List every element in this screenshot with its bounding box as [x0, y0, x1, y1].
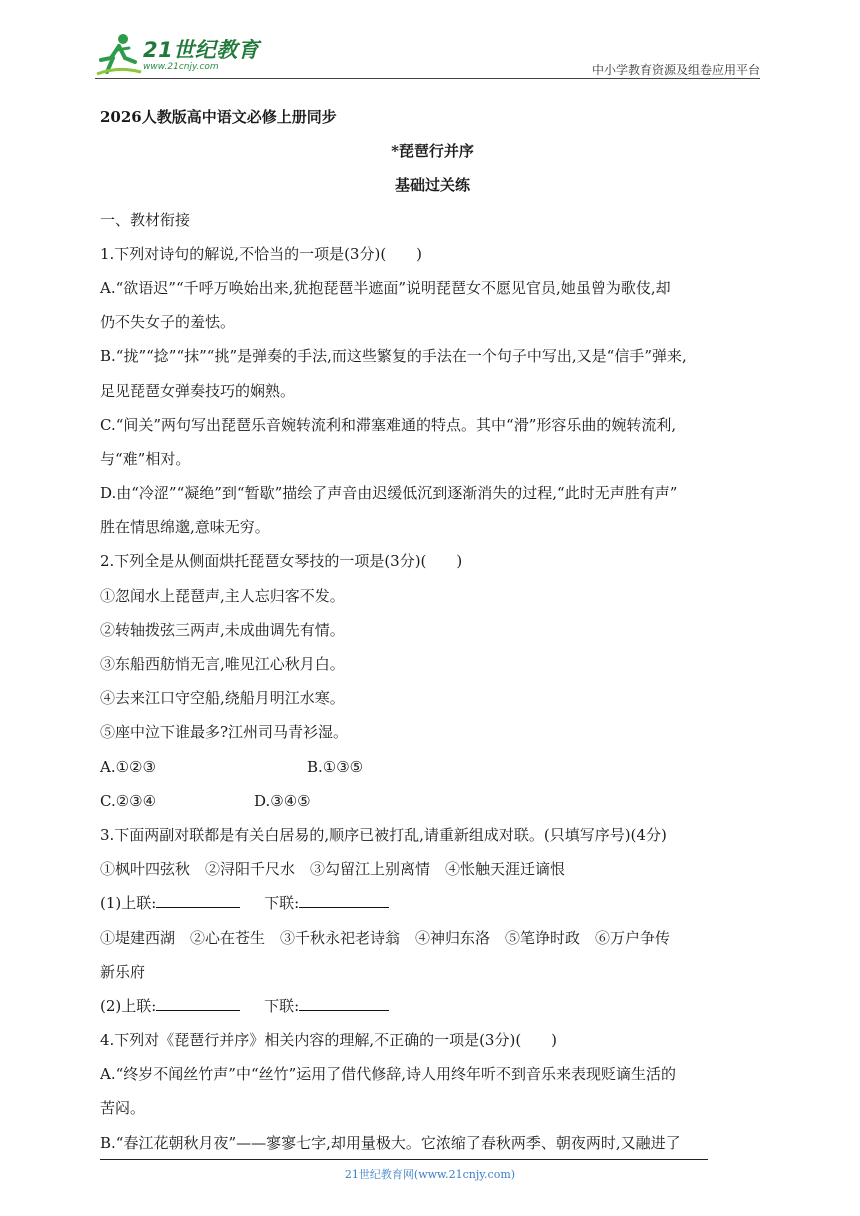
document-body	[100, 100, 765, 1160]
q3-set2-items: ①堤建西湖 ②心在苍生 ③千秋永祀老诗翁 ④神归东洛 ⑤笔诤时政 ⑥万户争传	[100, 928, 671, 947]
q3-part1-lower-label: 下联:	[264, 894, 300, 913]
q3-part2-lower-blank[interactable]	[299, 994, 389, 1011]
q3-part1-upper-blank[interactable]	[156, 891, 240, 908]
q2-item-2: ②转轴拨弦三两声,未成曲调先有情。	[100, 620, 345, 639]
q2-stem: 2.下列全是从侧面烘托琵琶女琴技的一项是(3分)( )	[100, 552, 463, 571]
q1-option-b-cont: 足见琵琶女弹奏技巧的娴熟。	[100, 381, 296, 400]
q3-part2-answer	[100, 989, 765, 1023]
q4-stem: 4.下列对《琵琶行并序》相关内容的理解,不正确的一项是(3分)( )	[100, 1031, 558, 1050]
q2-item-5: ⑤座中泣下谁最多?江州司马青衫湿。	[100, 723, 349, 742]
q2-option-c: C.②③④	[100, 791, 157, 810]
q3-part1-answer	[100, 886, 765, 920]
q1-stem: 1.下列对诗句的解说,不恰当的一项是(3分)( )	[100, 244, 423, 263]
q1-option-c-cont: 与“难”相对。	[100, 449, 191, 468]
q4-option-a-cont: 苦闷。	[100, 1099, 146, 1118]
q1-option-a: A.“欲语迟”“千呼万唤始出来,犹抱琵琶半遮面”说明琵琶女不愿见官员,她虽曾为歌伎,却	[100, 278, 671, 297]
q1-option-c: C.“间关”两句写出琵琶乐音婉转流利和滞塞难通的特点。其中“滑”形容乐曲的婉转流利,	[100, 415, 677, 434]
lesson-title: *琵琶行并序	[391, 142, 474, 161]
q2-options-row-2	[100, 784, 765, 818]
platform-name: 中小学教育资源及组卷应用平台	[591, 63, 760, 77]
q3-part2-upper-label: (2)上联:	[100, 996, 157, 1015]
q4-option-b: B.“春江花朝秋月夜”——寥寥七字,却用量极大。它浓缩了春秋两季、朝夜两时,又融进了	[100, 1133, 681, 1152]
series-title: 2026人教版高中语文必修上册同步	[100, 108, 337, 126]
q1-option-d-cont: 胜在情思绵邈,意味无穷。	[100, 518, 270, 537]
footer-divider	[100, 1159, 708, 1160]
header-divider	[95, 78, 760, 79]
logo-url: www.21cnjy.com	[143, 62, 219, 72]
q2-option-d: D.③④⑤	[254, 791, 311, 810]
q1-option-b: B.“拢”“捻”“抹”“挑”是弹奏的手法,而这些繁复的手法在一个句子中写出,又是“信手”弹来,	[100, 347, 687, 366]
q3-part1-upper-label: (1)上联:	[100, 894, 157, 913]
section-heading: 一、教材衔接	[100, 210, 191, 229]
q1-option-d: D.由“冷涩”“凝绝”到“暂歇”描绘了声音由迟缓低沉到逐渐消失的过程,“此时无声胜有声”	[100, 484, 678, 503]
site-logo	[95, 32, 270, 78]
q2-options-row-1	[100, 750, 765, 784]
q1-option-a-cont: 仍不失女子的羞怯。	[100, 313, 236, 332]
q3-set1-items: ①枫叶四弦秋 ②浔阳千尺水 ③勾留江上别离情 ④怅触天涯迁谪恨	[100, 860, 566, 879]
q3-stem: 3.下面两副对联都是有关白居易的,顺序已被打乱,请重新组成对联。(只填写序号)(4分)	[100, 825, 667, 844]
footer-link[interactable]: 21世纪教育网(www.21cnjy.com)	[344, 1168, 516, 1181]
q2-item-4: ④去来江口守空船,绕船月明江水寒。	[100, 689, 345, 708]
q3-set2-items-cont: 新乐府	[100, 962, 146, 981]
q2-option-b: B.①③⑤	[307, 757, 364, 776]
q4-option-a: A.“终岁不闻丝竹声”中“丝竹”运用了借代修辞,诗人用终年听不到音乐来表现贬谪生活的	[100, 1065, 677, 1084]
q2-item-1: ①忽闻水上琵琶声,主人忘归客不发。	[100, 586, 345, 605]
runner-logo-icon	[95, 32, 143, 78]
q3-part2-upper-blank[interactable]	[156, 994, 240, 1011]
q2-option-a: A.①②③	[100, 757, 156, 776]
exercise-subtitle: 基础过关练	[394, 176, 470, 195]
q3-part2-lower-label: 下联:	[264, 996, 300, 1015]
q3-part1-lower-blank[interactable]	[299, 891, 389, 908]
q2-item-3: ③东船西舫悄无言,唯见江心秋月白。	[100, 655, 345, 673]
page-header	[95, 30, 760, 80]
logo-text: 21世纪教育	[143, 38, 260, 62]
